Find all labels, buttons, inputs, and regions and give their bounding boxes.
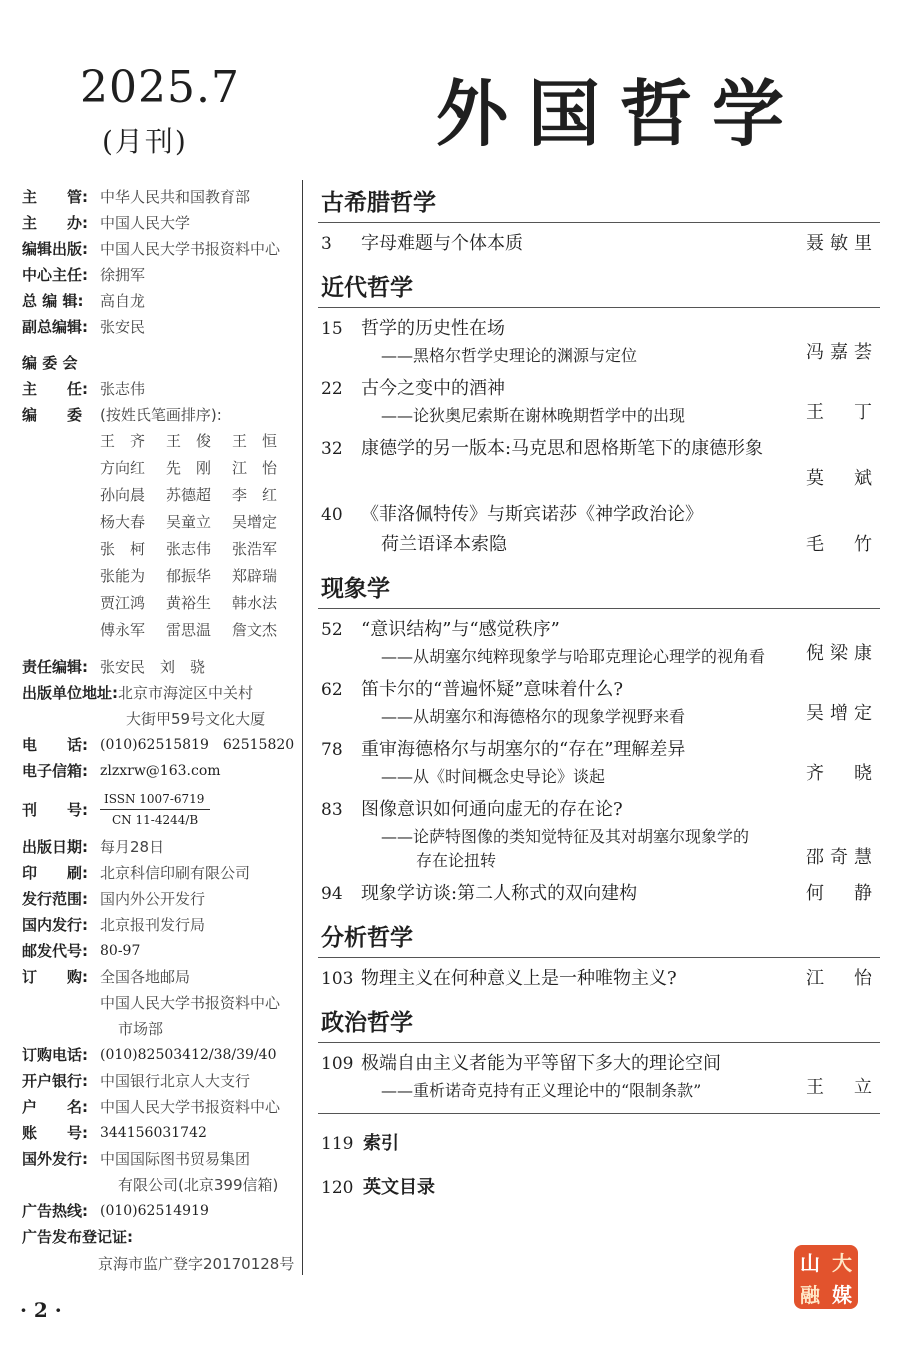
entry-title: 康德学的另一版本:马克思和恩格斯笔下的康德形象: [361, 438, 764, 459]
tail-label: 英文目录: [363, 1177, 435, 1198]
journal-title: 外国哲学: [436, 71, 805, 156]
section-title: 分析哲学: [321, 925, 413, 951]
info-label: 电子信箱:: [22, 762, 88, 780]
toc-entry: [318, 1049, 880, 1103]
entry-title: “意识结构”与“感觉秩序”: [361, 619, 560, 640]
publication-info: [22, 184, 298, 1278]
entry-author: 江 怡: [806, 968, 878, 989]
logo-char: 融: [800, 1282, 820, 1307]
info-value: 每月28日: [100, 838, 165, 856]
info-row: [22, 1042, 298, 1068]
entry-page: 22: [321, 379, 343, 399]
board-members: [22, 428, 298, 644]
info-value: 全国各地邮局: [100, 968, 191, 986]
entry-spacer: [361, 464, 800, 494]
info-row: [22, 964, 298, 990]
info-value: 中国银行北京人大支行: [100, 1072, 251, 1090]
info-label: 出版单位地址:: [22, 684, 118, 702]
entry-title: 《菲洛佩特传》与斯宾诺莎《神学政治论》: [361, 504, 703, 525]
info-value: 北京科信印刷有限公司: [100, 864, 251, 882]
entry-title-cont: 荷兰语译本索隐: [381, 534, 507, 555]
info-value: 徐拥军: [100, 266, 146, 284]
info-row: [22, 314, 298, 340]
address-continued: 大街甲59号文化大厦: [126, 710, 266, 728]
board-chair: 张志伟: [100, 380, 146, 398]
info-row: [22, 1198, 298, 1224]
entry-subtitle: ——重析诺奇克持有正义理论中的“限制条款”: [381, 1081, 702, 1100]
logo-char: 大: [832, 1250, 852, 1275]
info-value: 中华人民共和国教育部: [100, 188, 251, 206]
issn-number: ISSN 1007-6719: [100, 789, 210, 810]
info-value: 张安民: [100, 318, 146, 336]
board-members-note: (按姓氏笔画排序):: [100, 406, 222, 424]
info-row: [22, 834, 298, 860]
board-member: 吴增定: [232, 513, 278, 531]
toc-entry: [318, 795, 880, 873]
info-value: 张安民 刘 骁: [100, 658, 206, 676]
entry-title: 古今之变中的酒神: [361, 378, 505, 399]
info-label: 副总编辑:: [22, 318, 88, 336]
logo-char: 山: [800, 1250, 820, 1275]
cn-number: CN 11-4244/B: [112, 812, 199, 827]
board-member: 郁振华: [166, 567, 212, 585]
entry-author: 莫 斌: [806, 468, 878, 489]
info-row: [22, 732, 298, 758]
issue-year: 2025.7: [80, 62, 240, 113]
entry-page: 83: [321, 800, 343, 820]
entry-page: 15: [321, 319, 343, 339]
info-row: [22, 210, 298, 236]
issue-frequency: (月刊): [102, 125, 188, 158]
info-label: 中心主任:: [22, 266, 88, 284]
board-member: 贾江鸿: [100, 594, 146, 612]
info-value: 80-97: [100, 943, 141, 959]
entry-author: 聂敏里: [806, 233, 878, 254]
entry-author: 何 静: [806, 883, 878, 904]
board-member: 张能为: [100, 567, 146, 585]
info-label: 广告发布登记证:: [22, 1228, 133, 1246]
toc-entry: [318, 374, 880, 428]
info-row: [22, 1068, 298, 1094]
info-label: 国内发行:: [22, 916, 88, 934]
entry-subtitle-cont: 存在论扭转: [416, 851, 497, 870]
info-label: 订购电话:: [22, 1046, 88, 1064]
board-member: 傅永军: [100, 621, 146, 639]
info-label: 出版日期:: [22, 838, 88, 856]
info-label: 主 管:: [22, 188, 88, 206]
board-member: 张志伟: [166, 540, 212, 558]
board-member: 黄裕生: [166, 594, 212, 612]
info-value: 中国人民大学书报资料中心: [100, 240, 281, 258]
toc-entry: [318, 615, 880, 669]
board-member: 张浩军: [232, 540, 278, 558]
entry-page: 78: [321, 740, 343, 760]
info-row: [22, 1146, 298, 1172]
entry-page: 3: [321, 234, 332, 254]
board-member: 王 恒: [232, 432, 278, 450]
toc-entry: [318, 735, 880, 789]
board-chair-row: [22, 376, 298, 402]
info-block-4: [22, 834, 298, 990]
info-row: [22, 236, 298, 262]
entry-page: 109: [321, 1054, 354, 1074]
section-title: 近代哲学: [321, 275, 413, 301]
entry-subtitle: ——论萨特图像的类知觉特征及其对胡塞尔现象学的: [381, 827, 750, 846]
board-members-label: 编 委: [22, 406, 83, 424]
table-of-contents: [318, 184, 880, 1210]
info-label: 国外发行:: [22, 1150, 88, 1168]
tail-entry: [318, 1122, 880, 1166]
entry-title: 现象学访谈:第二人称式的双向建构: [361, 883, 638, 904]
info-row: [22, 860, 298, 886]
section-title: 现象学: [321, 576, 390, 602]
info-label: 印 刷:: [22, 864, 88, 882]
info-value: (010)82503412/38/39/40: [100, 1047, 277, 1063]
info-block-2: [22, 654, 298, 706]
board-member: 王 俊: [166, 432, 212, 450]
info-row: [22, 938, 298, 964]
info-block-5: [22, 1042, 298, 1172]
info-label: 电 话:: [22, 736, 88, 754]
toc-entry: [318, 314, 880, 368]
entry-author: 冯嘉荟: [806, 342, 878, 363]
media-logo: [794, 1245, 858, 1309]
info-row: [22, 1224, 298, 1250]
entry-author: 吴增定: [806, 703, 878, 724]
info-label: 发行范围:: [22, 890, 88, 908]
info-value: 中国国际图书贸易集团: [100, 1150, 251, 1168]
column-divider: [302, 180, 303, 1275]
toc-entry: [318, 964, 880, 994]
tail-page: 119: [321, 1134, 354, 1154]
info-row: [22, 886, 298, 912]
toc-tail: [318, 1122, 880, 1210]
info-label: 账 号:: [22, 1124, 88, 1142]
toc-section: [318, 1004, 880, 1103]
entry-subtitle: ——从胡塞尔纯粹现象学与哈耶克理论心理学的视角看: [381, 647, 766, 666]
entry-subtitle: ——从《时间概念史导论》谈起: [381, 767, 606, 786]
tail-page: 120: [321, 1178, 354, 1198]
info-value: (010)62514919: [100, 1203, 209, 1219]
entry-page: 40: [321, 505, 343, 525]
info-value: zlzxrw@163.com: [100, 763, 221, 779]
ad-permit: 京海市监广登字20170128号: [98, 1255, 295, 1273]
board-member: 孙向晨: [100, 486, 146, 504]
info-label: 邮发代号:: [22, 942, 88, 960]
info-label: 责任编辑:: [22, 658, 88, 676]
entry-title: 重审海德格尔与胡塞尔的“存在”理解差异: [361, 739, 686, 760]
toc-entry: [318, 434, 880, 494]
info-block: [22, 184, 298, 340]
info-block-6: [22, 1198, 298, 1250]
board-member: 苏德超: [166, 486, 212, 504]
info-label: 主 办:: [22, 214, 88, 232]
entry-title: 物理主义在何种意义上是一种唯物主义?: [361, 968, 677, 989]
tail-entry: [318, 1166, 880, 1210]
info-row: [22, 262, 298, 288]
page-number: · 2 ·: [20, 1298, 62, 1322]
toc-section: [318, 919, 880, 994]
toc-section: [318, 184, 880, 259]
info-value: 344156031742: [100, 1125, 207, 1141]
info-value: 中国人民大学书报资料中心: [100, 1098, 281, 1116]
entry-page: 32: [321, 439, 343, 459]
info-row: [22, 1094, 298, 1120]
info-label: 开户银行:: [22, 1072, 88, 1090]
section-rule: [318, 222, 880, 223]
info-value: (010)62515819 62515820: [100, 737, 295, 753]
entry-page: 94: [321, 884, 343, 904]
info-row: [22, 1120, 298, 1146]
entry-author: 王 丁: [806, 402, 878, 423]
board-member: 李 红: [232, 486, 278, 504]
board-member: 方向红: [100, 459, 146, 477]
info-label: 总 编 辑:: [22, 292, 84, 310]
foreign-continued: 有限公司(北京399信箱): [118, 1176, 279, 1194]
order-continued-2: 市场部: [118, 1020, 164, 1038]
info-label: 广告热线:: [22, 1202, 88, 1220]
issn-row: [22, 784, 298, 834]
info-label: 订 购:: [22, 968, 88, 986]
info-row: [22, 184, 298, 210]
entry-subtitle: ——从胡塞尔和海德格尔的现象学视野来看: [381, 707, 686, 726]
board-member: 江 怡: [232, 459, 278, 477]
entry-title: 字母难题与个体本质: [361, 233, 523, 254]
entry-author: 邵奇慧: [806, 847, 878, 868]
entry-title: 笛卡尔的“普遍怀疑”意味着什么?: [361, 679, 624, 700]
board-member: 杨大春: [100, 513, 146, 531]
toc-entry: [318, 675, 880, 729]
info-value: 国内外公开发行: [100, 890, 206, 908]
info-value: 中国人民大学: [100, 214, 191, 232]
info-block-3: [22, 732, 298, 784]
info-value: 北京报刊发行局: [100, 916, 206, 934]
info-row: [22, 758, 298, 784]
section-title: 政治哲学: [321, 1010, 413, 1036]
board-member: 雷思温: [166, 621, 212, 639]
logo-char: 媒: [832, 1282, 852, 1307]
entry-subtitle: ——黑格尔哲学史理论的渊源与定位: [381, 346, 638, 365]
entry-title: 哲学的历史性在场: [361, 318, 505, 339]
entry-author: 毛 竹: [806, 534, 878, 555]
entry-author: 齐 晓: [806, 763, 878, 784]
board-member: 詹文杰: [232, 621, 278, 639]
info-row: [22, 912, 298, 938]
info-value: 高自龙: [100, 292, 146, 310]
toc-entry: [318, 229, 880, 259]
board-heading: 编 委 会: [22, 354, 78, 372]
entry-page: 52: [321, 620, 343, 640]
section-rule: [318, 307, 880, 308]
board-member: 郑辟瑞: [232, 567, 278, 585]
entry-author: 王 立: [806, 1077, 878, 1098]
toc-end-rule: [318, 1113, 880, 1114]
toc-section: [318, 570, 880, 909]
toc-section: [318, 269, 880, 560]
order-continued-1: 中国人民大学书报资料中心: [100, 994, 281, 1012]
section-rule: [318, 957, 880, 958]
entry-title: 图像意识如何通向虚无的存在论?: [361, 799, 623, 820]
board-members-row: [22, 402, 298, 428]
issn-label: 刊 号:: [22, 800, 88, 819]
section-rule: [318, 608, 880, 609]
info-label: 户 名:: [22, 1098, 88, 1116]
info-value: 北京市海淀区中关村: [118, 684, 254, 702]
board-chair-label: 主 任:: [22, 380, 88, 398]
board-member: 吴童立: [166, 513, 212, 531]
info-row: [22, 654, 298, 680]
board-member: 先 刚: [166, 459, 212, 477]
section-rule: [318, 1042, 880, 1043]
tail-label: 索引: [363, 1133, 399, 1154]
toc-entry: [318, 879, 880, 909]
board-member: 韩水法: [232, 594, 278, 612]
entry-author: 倪梁康: [806, 643, 878, 664]
entry-title: 极端自由主义者能为平等留下多大的理论空间: [361, 1053, 721, 1074]
board-member: 张 柯: [100, 540, 146, 558]
info-row: [22, 288, 298, 314]
board-member: 王 齐: [100, 432, 146, 450]
toc-entry: [318, 500, 880, 560]
entry-page: 103: [321, 969, 354, 989]
entry-page: 62: [321, 680, 343, 700]
entry-subtitle: ——论狄奥尼索斯在谢林晚期哲学中的出现: [381, 406, 686, 425]
section-title: 古希腊哲学: [321, 190, 436, 216]
info-row: [22, 680, 298, 706]
info-label: 编辑出版:: [22, 240, 88, 258]
